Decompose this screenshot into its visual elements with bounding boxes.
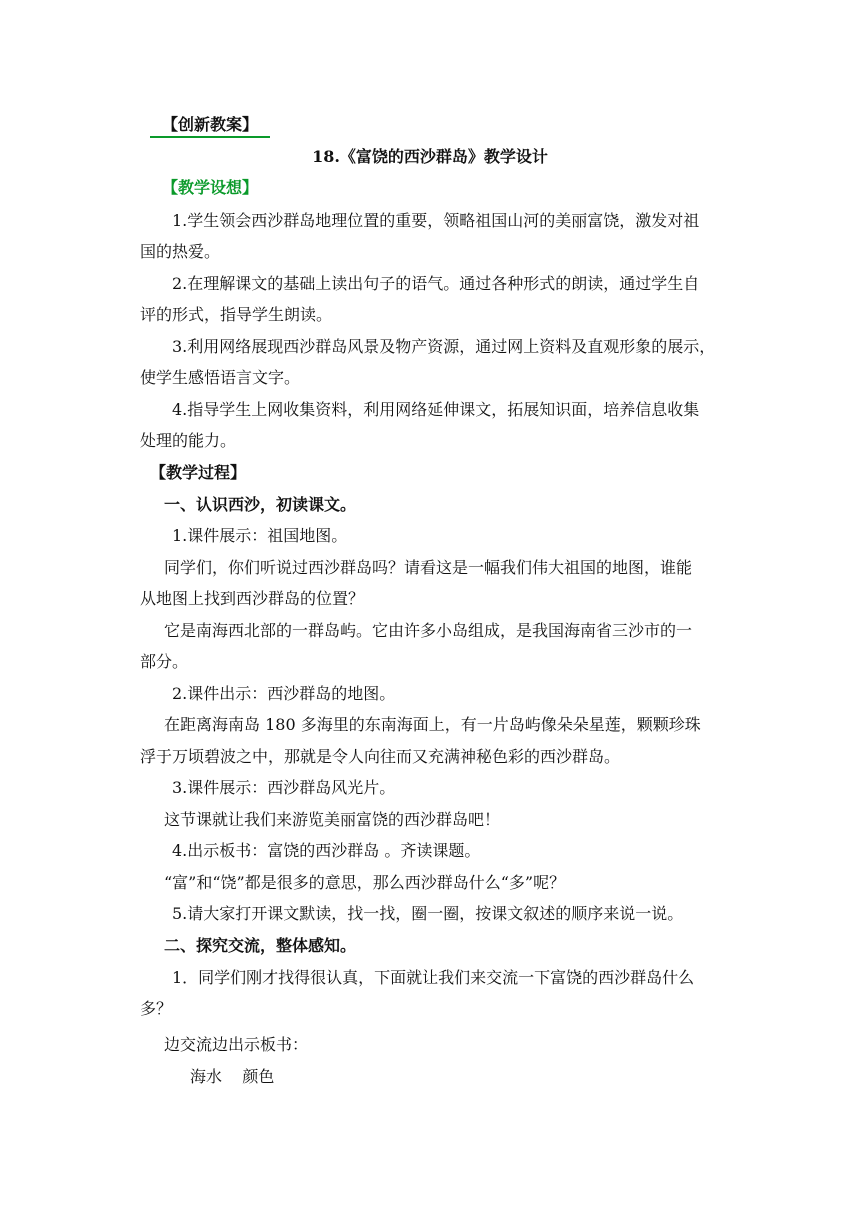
part1-line-6: 2.课件出示：西沙群岛的地图。 <box>172 684 396 703</box>
design-item-2-line1: 2.在理解课文的基础上读出句子的语气。通过各种形式的朗读，通过学生自 <box>172 274 700 293</box>
part2-line-3: 边交流边出示板书： <box>164 1035 309 1054</box>
part1-line-11: 4.出示板书：富饶的西沙群岛 。齐读课题。 <box>172 841 481 860</box>
part1-line-1: 1.课件展示：祖国地图。 <box>172 526 348 545</box>
design-item-4-line2: 处理的能力。 <box>140 431 237 450</box>
part1-line-3: 从地图上找到西沙群岛的位置？ <box>140 589 365 608</box>
part1-line-9: 3.课件展示：西沙群岛风光片。 <box>172 778 396 797</box>
part1-line-12: “富”和“饶”都是很多的意思，那么西沙群岛什么“多”呢？ <box>164 873 566 892</box>
document-title: 18.《富饶的西沙群岛》教学设计 <box>312 147 548 166</box>
design-item-3-line1: 3.利用网络展现西沙群岛风景及物产资源，通过网上资料及直观形象的展示， <box>172 337 716 356</box>
part1-line-10: 这节课就让我们来游览美丽富饶的西沙群岛吧！ <box>164 810 501 829</box>
part2-line-4: 海水 颜色 <box>190 1067 275 1086</box>
part1-line-7: 在距离海南岛 180 多海里的东南海面上，有一片岛屿像朵朵星莲，颗颗珍珠 <box>164 715 701 734</box>
header-tag: 【创新教案】 <box>162 115 259 134</box>
part1-line-5: 部分。 <box>140 652 189 671</box>
part2-line-1: 1．同学们刚才找得很认真，下面就让我们来交流一下富饶的西沙群岛什么 <box>172 968 695 987</box>
part1-heading: 一、认识西沙，初读课文。 <box>164 495 357 514</box>
part1-line-4: 它是南海西北部的一群岛屿。它由许多小岛组成，是我国海南省三沙市的一 <box>164 621 693 640</box>
process-heading: 【教学过程】 <box>150 463 247 482</box>
part1-line-13: 5.请大家打开课文默读，找一找，圈一圈，按课文叙述的顺序来说一说。 <box>172 904 684 923</box>
design-item-1-line2: 国的热爱。 <box>140 242 221 261</box>
design-item-4-line1: 4.指导学生上网收集资料，利用网络延伸课文，拓展知识面，培养信息收集 <box>172 400 700 419</box>
design-item-1-line1: 1.学生领会西沙群岛地理位置的重要，领略祖国山河的美丽富饶，激发对祖 <box>172 211 700 230</box>
part2-heading: 二、探究交流，整体感知。 <box>164 936 357 955</box>
part2-line-2: 多？ <box>140 999 173 1018</box>
design-item-2-line2: 评的形式，指导学生朗读。 <box>140 305 333 324</box>
design-heading: 【教学设想】 <box>162 178 259 197</box>
header-tag-underline <box>150 136 270 138</box>
design-item-3-line2: 使学生感悟语言文字。 <box>140 368 301 387</box>
part1-line-2: 同学们，你们听说过西沙群岛吗？请看这是一幅我们伟大祖国的地图，谁能 <box>164 558 693 577</box>
part1-line-8: 浮于万顷碧波之中，那就是令人向往而又充满神秘色彩的西沙群岛。 <box>140 747 621 766</box>
